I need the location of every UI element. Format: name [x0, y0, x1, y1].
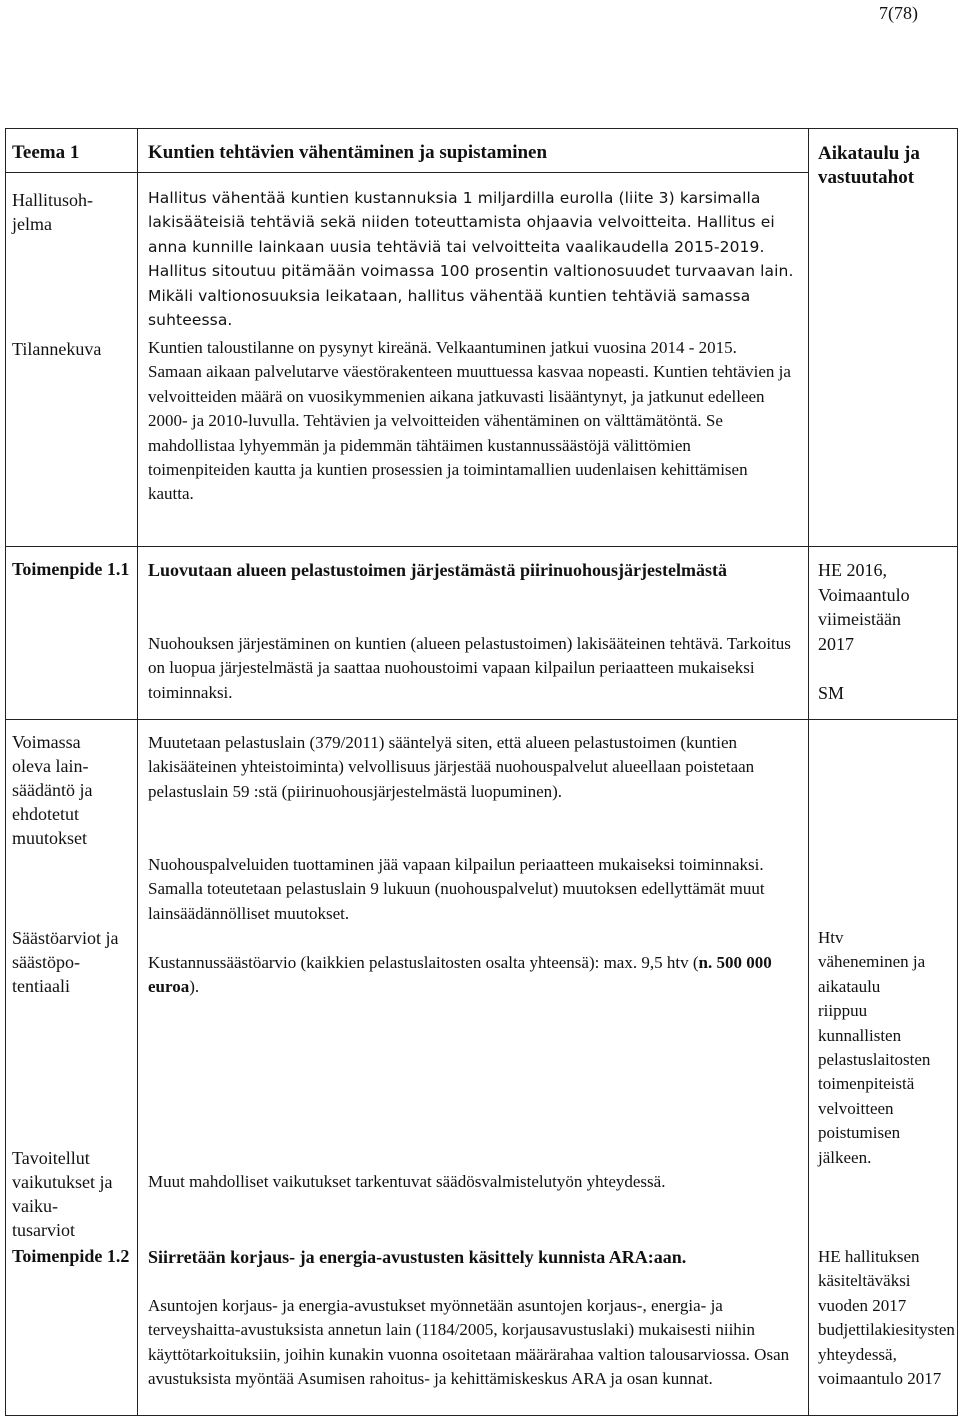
page-number: 7(78) — [879, 3, 918, 23]
t11-title: Luovutaan alueen pelastustoimen järjestämästä piirinuohousjärjestelmästä — [148, 560, 727, 580]
table-left-border — [5, 128, 6, 1415]
saasto-text-end: ). — [189, 977, 200, 997]
label-tavoitellut: Tavoitellut vaikutukset ja vaiku-tusarviot — [12, 1148, 113, 1240]
saasto-amount: n. 500 000 euroa — [148, 953, 772, 997]
voimassa-paragraph-2: Nuohouspalveluiden tuottaminen jää vapaan kilpailun periaatteen mukaiseksi toiminnaksi. Samalla toteutetaan pelastuslain 9 lukuun (nuohouspalvelut) muutoksen edellyttämät muut lainsäädännölliset muutokset. — [148, 855, 765, 923]
tavoitellut-text: Muut mahdolliset vaikutukset tarkentuvat säädösvalmistelutyön yhteydessä. — [148, 1172, 666, 1191]
t11-schedule-line: 2017 — [818, 633, 854, 654]
teema-title: Kuntien tehtävien vähentäminen ja supistaminen — [148, 142, 548, 163]
t11-schedule-line: HE 2016, — [818, 560, 887, 580]
label-saastoarviot: Säästöarviot ja säästöpo-tentiaali — [12, 928, 119, 996]
tilannekuva-text: Kuntien taloustilanne on pysynyt kireänä. Velkaantuminen jatkui vuosina 2014 - 2015. Samaan aikaan palvelutarve väestörakenteen muuttuessa kasvaa nopeasti. Kuntien tehtävien ja velvoitteiden määrä on vuosikymmenien aikana jatkuvasti lisääntynyt, ja jatkunut edelleen 2000- ja 2010-luvulla. Tehtävien ja velvoitteiden vähentäminen on välttämätöntä. Se mahdollistaa lyhyemmän ja pidemmän tähtäimen kustannussäästöjä välittömien toimenpiteiden kautta ja kuntien prosessien ja toimintamallien uudenlaisen kehittämisen kautta. — [148, 338, 791, 504]
t11-schedule-line: Voimaantulo — [818, 584, 910, 605]
t11-schedule-line: viimeistään — [818, 609, 901, 629]
divider-col1 — [137, 128, 138, 1415]
t11-responsible: SM — [818, 683, 845, 703]
voimassa-paragraph-1: Muutetaan pelastuslain (379/2011) sääntelyä siten, että alueen pelastustoimen (kuntien lakisääteinen yhteistoiminta) velvollisuus järjestää nuohouspalvelut alueellaan poistetaan pelastuslain 59 :stä (piirinuohousjärjestelmästä luopuminen). — [148, 733, 755, 801]
label-voimassa: Voimassa oleva lain-säädäntö ja ehdotetut muutokset — [12, 732, 93, 848]
hallitusohjelma-text: Hallitus vähentää kuntien kustannuksia 1 miljardilla eurolla (liite 3) karsimalla lakisääteisiä tehtäviä sekä niiden toteuttamista ohjaavia velvoitteita. Hallitus ei anna kunnille lainkaan uusia tehtäviä tai velvoitteita vaalikaudella 2015-2019. Hallitus sitoutuu pitämään voimassa 100 prosentin valtionosuudet turvaavan lain. Mikäli valtionosuuksia leikataan, hallitus vähentää kuntien tehtäviä samassa suhteessa. — [148, 189, 794, 330]
divider-row-header — [5, 172, 808, 173]
t12-text: Asuntojen korjaus- ja energia-avustukset myönnetään asuntojen korjaus-, energia- ja terveyshaitta-avustuksista annetun lain (1184/2005, korjausavustuslaki) mukaisesti niihin käyttötarkoituksiin, joihin kunakin vuonna osoitetaan määrärahaa valtion talousarviossa. Osan avustuksista myöntää Asumisen rahoitus- ja kehittämiskeskus ARA ja osan kunnat. — [148, 1296, 790, 1389]
t11-text: Nuohouksen järjestäminen on kuntien (alueen pelastustoimen) lakisääteinen tehtävä. Tarkoitus on luopua järjestelmästä ja saattaa nuohoustoimi vapaan kilpailun periaatteen mukaiseksi toiminnaksi. — [148, 634, 791, 702]
table-bottom-border — [5, 1415, 958, 1416]
saasto-text-main: Kustannussäästöarvio (kaikkien pelastuslaitosten osalta yhteensä): max. 9,5 htv ( — [148, 953, 699, 972]
divider-row-tilannekuva — [5, 546, 958, 547]
t12-title: Siirretään korjaus- ja energia-avustusten käsittely kunnista ARA:aan. — [148, 1247, 687, 1267]
saasto-text — [148, 951, 796, 1000]
label-toimenpide-1-1: Toimenpide 1.1 — [12, 559, 130, 579]
label-toimenpide-1-2: Toimenpide 1.2 — [12, 1246, 130, 1266]
label-hallitusohjelma: Hallitusoh-jelma — [12, 190, 93, 234]
t12-schedule: HE hallituksen käsiteltäväksi vuoden 2017 budjettilakiesitysten yhteydessä, voimaantulo 2017 — [818, 1247, 955, 1389]
saasto-schedule: Htv väheneminen ja aikataulu riippuu kunnallisten pelastuslaitosten toimenpiteistä velvoitteen poistumisen jälkeen. — [818, 928, 931, 1167]
teema-label: Teema 1 — [12, 142, 80, 163]
divider-row-t11 — [5, 719, 958, 720]
table-top-border — [5, 128, 958, 129]
divider-col2 — [808, 128, 809, 1415]
t11-schedule — [818, 558, 953, 656]
table-right-border — [957, 128, 958, 1415]
label-tilannekuva: Tilannekuva — [12, 339, 102, 359]
schedule-header: Aikataulu ja vastuutahot — [818, 143, 920, 188]
